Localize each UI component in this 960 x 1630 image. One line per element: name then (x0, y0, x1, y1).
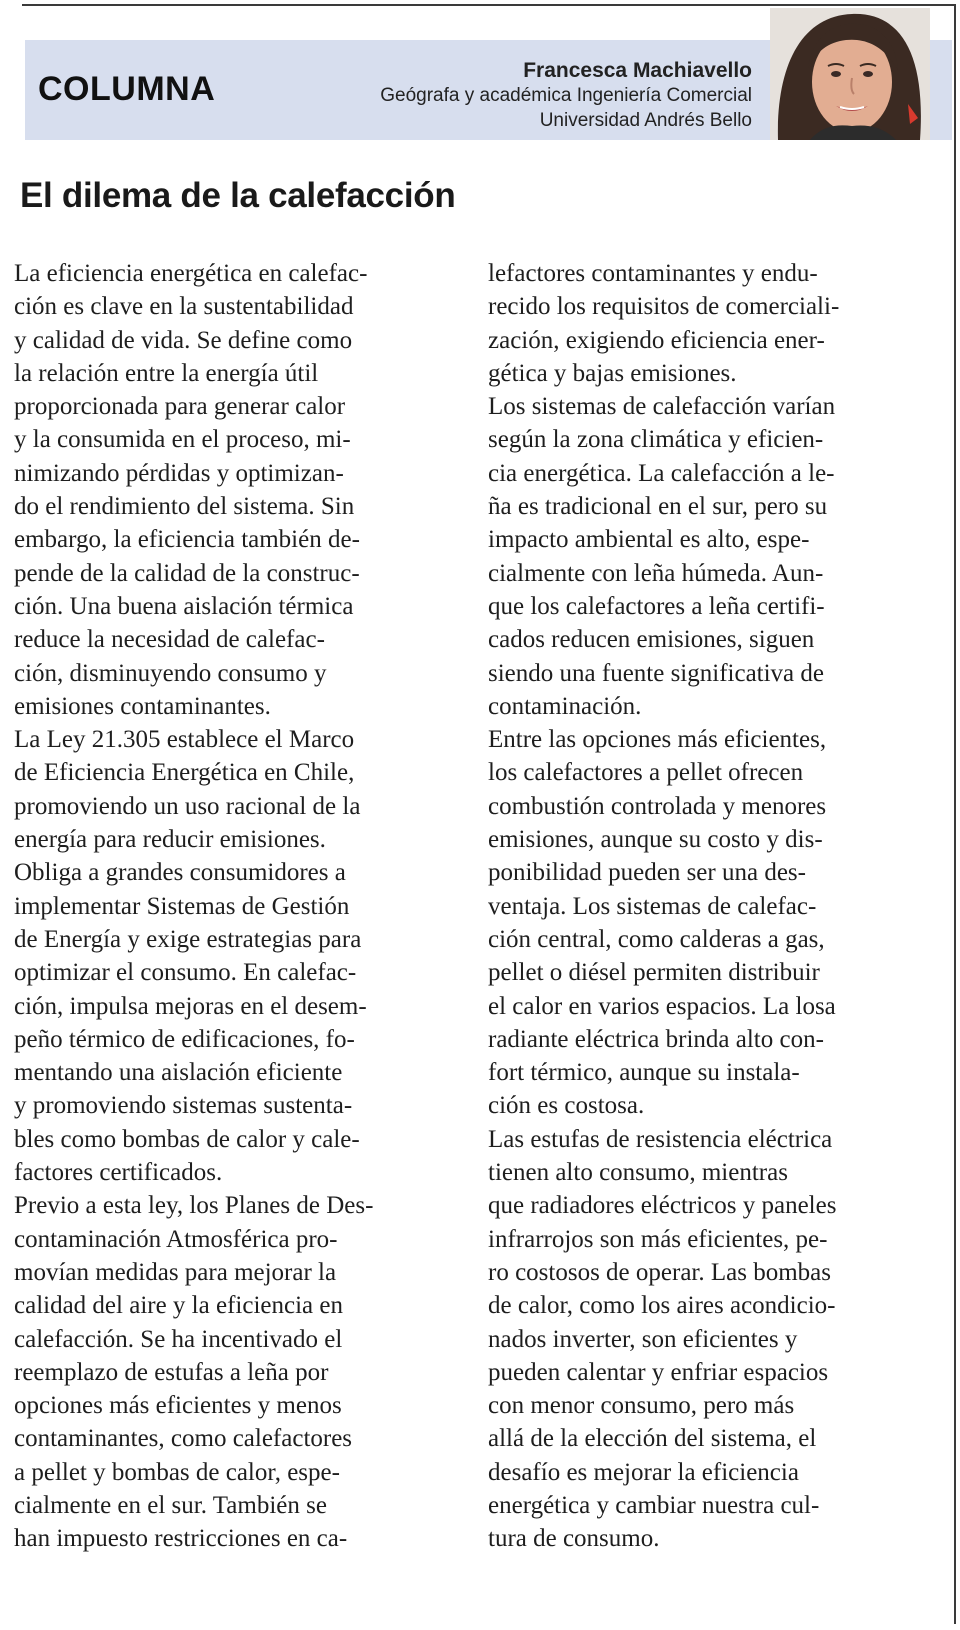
article-column-right (488, 257, 928, 1556)
article-paragraph: Las estufas de resistencia eléctrica tienen alto consumo, mientras que radiadores eléctricos y paneles infrarrojos son más eficientes, pe- ro costosos de operar. Las bombas de calor, como los aires acondicio- nados inverter, son eficientes y pueden calentar y enfriar espacios con menor consumo, pero más allá de la elección del sistema, el desafío es mejorar la eficiencia energética y cambiar nuestra cul- tura de consumo. (488, 1125, 837, 1553)
author-photo (770, 8, 930, 140)
article-paragraph: Previo a esta ley, los Planes de Des- contaminación Atmosférica pro- movían medidas para mejorar la calidad del aire y la eficiencia en calefacción. Se ha incentivado el reemplazo de estufas a leña por opciones más eficientes y menos contaminantes, como calefactores a pellet y bombas de calor, espe- cialmente en el sur. También se han impuesto restricciones en ca- (14, 1192, 374, 1553)
author-institution: Universidad Andrés Bello (539, 110, 752, 131)
author-role: Geógrafa y académica Ingeniería Comercial (380, 85, 752, 106)
article-paragraph: La Ley 21.305 establece el Marco de Eficiencia Energética en Chile, promoviendo un uso racional de la energía para reducir emisiones. Obliga a grandes consumidores a implementar Sistemas de Gestión de Energía y exige estrategias para optimizar el consumo. En calefac- ción, impulsa mejoras en el desem- peño térmico de edificaciones, fo- mentando una aislación eficiente y promoviendo sistemas sustenta- bles como bombas de calor y cale- factores certificados. (14, 726, 367, 1187)
author-photo-illustration (770, 8, 930, 140)
author-name: Francesca Machiavello (523, 59, 752, 82)
article-paragraph: Los sistemas de calefacción varían según la zona climática y eficien- cia energética. La calefacción a le- ña es tradicional en el sur, pero su impacto ambiental es alto, espe- cialmente con leña húmeda. Aun- que los calefactores a leña certifi- cados reducen emisiones, siguen siendo una fuente significativa de contaminación. (488, 393, 836, 720)
top-rule (22, 4, 954, 6)
article-column-left (14, 257, 454, 1556)
article-headline: El dilema de la calefacción (20, 176, 456, 215)
article-paragraph: La eficiencia energética en calefac- ción es clave en la sustentabilidad y calidad de vida. Se define como la relación entre la energía útil proporcionada para generar calor y la consumida en el proceso, mi- nimizando pérdidas y optimizan- do el rendimiento del sistema. Sin embargo, la eficiencia también de- pende de la calidad de la construc- ción. Una buena aislación térmica reduce la necesidad de calefac- ción, disminuyendo consumo y emisiones contaminantes. (14, 260, 368, 720)
article-paragraph: Entre las opciones más eficientes, los calefactores a pellet ofrecen combustión controlada y menores emisiones, aunque su costo y dis- ponibilidad pueden ser una des- ventaja. Los sistemas de calefac- ción central, como calderas a gas, pellet o diésel permiten distribuir el calor en varios espacios. La losa radiante eléctrica brinda alto con- fort térmico, aunque su instala- ción es costosa. (488, 726, 836, 1120)
right-rule (954, 4, 956, 1624)
author-byline (380, 58, 752, 133)
article-paragraph: lefactores contaminantes y endu- recido los requisitos de comerciali- zación, exigiendo eficiencia ener- gética y bajas emisiones. (488, 260, 840, 387)
section-label: COLUMNA (38, 70, 216, 108)
